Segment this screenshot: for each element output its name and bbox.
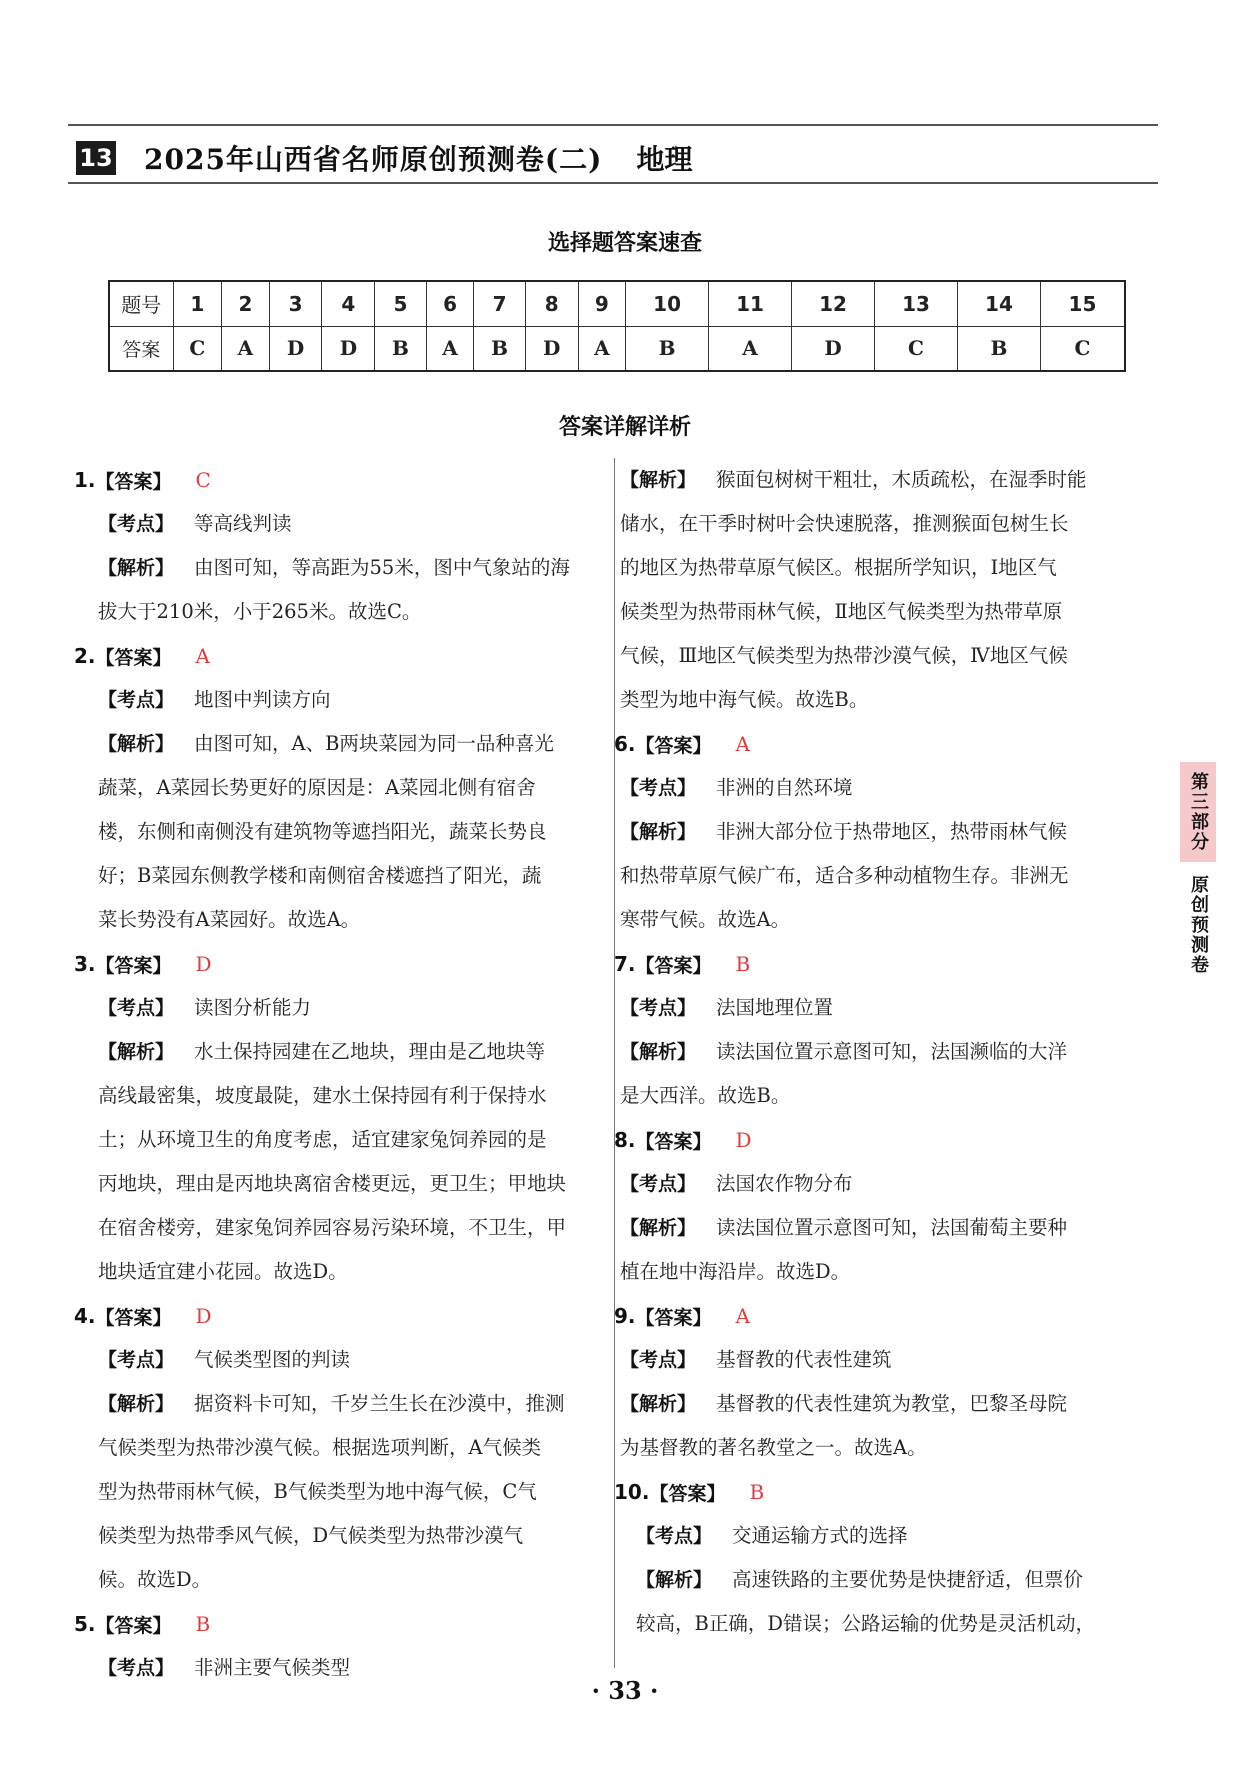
table-cell: 10: [626, 281, 709, 326]
analysis-text: 候类型为热带季风气候，D气候类型为热带沙漠气: [98, 1524, 524, 1547]
point-label: 【考点】: [620, 997, 697, 1019]
table-cell: D: [269, 326, 322, 371]
answer-value: D: [195, 952, 212, 976]
table-cell: C: [1040, 326, 1125, 371]
point-label: 【考点】: [620, 1349, 697, 1371]
table-cell: 12: [792, 281, 875, 326]
analysis-text: 的地区为热带草原气候区。根据所学知识，Ⅰ地区气: [620, 556, 1057, 579]
analysis-text: 在宿舍楼旁，建家兔饲养园容易污染环境，不卫生，甲: [98, 1216, 567, 1239]
question-6-point: [620, 766, 1160, 810]
table-cell: A: [578, 326, 626, 371]
analysis-label: 【解析】: [620, 469, 697, 491]
analysis-label: 【解析】: [620, 1393, 697, 1415]
analysis-text: 候。故选D。: [98, 1568, 212, 1591]
question-10-analysis: [620, 1558, 1160, 1602]
analysis-text: 气候，Ⅲ地区气候类型为热带沙漠气候，Ⅳ地区气候: [620, 644, 1068, 667]
table-cell: B: [474, 326, 526, 371]
analysis-text: 猴面包树树干粗壮，木质疏松，在湿季时能: [716, 468, 1087, 491]
analysis-text: 由图可知，等高距为55米，图中气象站的海: [194, 556, 570, 579]
question-7-analysis: [620, 1030, 1160, 1074]
answer-row: [109, 326, 1125, 371]
analysis-text: 读法国位置示意图可知，法国濒临的大洋: [716, 1040, 1068, 1063]
table-cell: 4: [322, 281, 375, 326]
analysis-text: 寒带气候。故选A。: [620, 908, 791, 931]
question-number: 7.: [614, 952, 636, 976]
question-10-answer: [614, 1470, 1160, 1514]
question-number: 6.: [614, 732, 636, 756]
question-8-analysis: [620, 1206, 1160, 1250]
analysis-text: 候类型为热带雨林气候，Ⅱ地区气候类型为热带草原: [620, 600, 1063, 623]
point-label: 【考点】: [620, 777, 697, 799]
answer-value: A: [735, 732, 750, 756]
table-cell: A: [222, 326, 270, 371]
analysis-label: 【解析】: [620, 821, 697, 843]
question-7-answer: [614, 942, 1160, 986]
table-cell: 1: [173, 281, 222, 326]
analysis-text: 丙地块，理由是丙地块离宿舍楼更远，更卫生；甲地块: [98, 1172, 567, 1195]
point-text: 基督教的代表性建筑: [716, 1348, 892, 1371]
answer-label: 【答案】: [635, 1306, 712, 1329]
question-6-analysis: [620, 810, 1160, 854]
question-number: 10.: [614, 1480, 650, 1504]
table-cell: C: [875, 326, 958, 371]
table-cell: D: [792, 326, 875, 371]
analysis-label: 【解析】: [620, 1217, 697, 1239]
question-8-answer: [614, 1118, 1160, 1162]
answer-label: 【答案】: [95, 954, 172, 977]
analysis-label: 【解析】: [620, 1041, 697, 1063]
analysis-text: 据资料卡可知，千岁兰生长在沙漠中，推测: [194, 1392, 565, 1415]
point-text: 非洲的自然环境: [716, 776, 853, 799]
table-cell: 5: [375, 281, 427, 326]
question-number: 2.: [74, 644, 96, 668]
analysis-text: 型为热带雨林气候，B气候类型为地中海气候，C气: [98, 1480, 537, 1503]
row-label-answer: 答案: [109, 326, 173, 371]
table-cell: 8: [525, 281, 578, 326]
left-column: [74, 458, 609, 1690]
table-cell: A: [426, 326, 474, 371]
point-text: 交通运输方式的选择: [732, 1524, 908, 1547]
answer-label: 【答案】: [95, 646, 172, 669]
question-4-analysis: [74, 1382, 609, 1426]
answer-value: B: [735, 952, 751, 976]
question-number-row: [109, 281, 1125, 326]
table-cell: 15: [1040, 281, 1125, 326]
analysis-text: 地块适宜建小花园。故选D。: [98, 1260, 348, 1283]
question-4-point: [74, 1338, 609, 1382]
answer-value: A: [735, 1304, 750, 1328]
question-number: 5.: [74, 1612, 96, 1636]
right-column: [614, 458, 1160, 1646]
table-cell: 13: [875, 281, 958, 326]
point-label: 【考点】: [98, 1657, 175, 1679]
question-7-point: [620, 986, 1160, 1030]
question-1-answer: [74, 458, 609, 502]
quick-answers-table: [108, 280, 1126, 372]
analysis-label: 【解析】: [636, 1569, 713, 1591]
analysis-text: 土；从环境卫生的角度考虑，适宜建家兔饲养园的是: [98, 1128, 547, 1151]
table-cell: 7: [474, 281, 526, 326]
question-5-analysis: [620, 458, 1160, 502]
answer-value: C: [195, 468, 211, 492]
question-number: 3.: [74, 952, 96, 976]
answer-label: 【答案】: [635, 1130, 712, 1153]
part-tab: 第三部分: [1180, 762, 1216, 862]
section-tab: 原创预测卷: [1188, 875, 1209, 975]
answer-value: D: [195, 1304, 212, 1328]
point-label: 【考点】: [620, 1173, 697, 1195]
analysis-text: 楼，东侧和南侧没有建筑物等遮挡阳光，蔬菜长势良: [98, 820, 547, 843]
analysis-text: 读法国位置示意图可知，法国葡萄主要种: [716, 1216, 1068, 1239]
analysis-text: 高速铁路的主要优势是快捷舒适，但票价: [732, 1568, 1084, 1591]
paper-number-badge: 13: [76, 141, 116, 175]
point-text: 读图分析能力: [194, 996, 312, 1019]
point-text: 法国农作物分布: [716, 1172, 853, 1195]
point-label: 【考点】: [98, 1349, 175, 1371]
analysis-text: 植在地中海沿岸。故选D。: [620, 1260, 851, 1283]
analysis-text: 高线最密集，坡度最陡，建水土保持园有利于保持水: [98, 1084, 547, 1107]
analysis-text: 菜长势没有A菜园好。故选A。: [98, 908, 361, 931]
analysis-text: 蔬菜，A菜园长势更好的原因是：A菜园北侧有宿舍: [98, 776, 536, 799]
analysis-text: 水土保持园建在乙地块，理由是乙地块等: [194, 1040, 546, 1063]
table-cell: 3: [269, 281, 322, 326]
question-2-analysis: [74, 722, 609, 766]
analysis-label: 【解析】: [98, 1393, 175, 1415]
point-text: 气候类型图的判读: [194, 1348, 351, 1371]
paper-header: [76, 138, 692, 178]
answer-value: B: [749, 1480, 765, 1504]
question-number: 8.: [614, 1128, 636, 1152]
question-3-answer: [74, 942, 609, 986]
question-8-point: [620, 1162, 1160, 1206]
answer-value: A: [195, 644, 210, 668]
header-bottom-rule: [68, 182, 1158, 184]
question-number: 9.: [614, 1304, 636, 1328]
analysis-text: 储水，在干季时树叶会快速脱落，推测猴面包树生长: [620, 512, 1069, 535]
answer-label: 【答案】: [95, 1614, 172, 1637]
table-cell: D: [322, 326, 375, 371]
page-number: · 33 ·: [591, 1676, 659, 1705]
question-9-answer: [614, 1294, 1160, 1338]
analysis-label: 【解析】: [98, 1041, 175, 1063]
question-5-answer: [74, 1602, 609, 1646]
table-cell: 9: [578, 281, 626, 326]
answer-label: 【答案】: [95, 1306, 172, 1329]
paper-subject: 地理: [636, 143, 693, 176]
question-4-answer: [74, 1294, 609, 1338]
analysis-text: 非洲大部分位于热带地区，热带雨林气候: [716, 820, 1068, 843]
point-text: 法国地理位置: [716, 996, 834, 1019]
analysis-text: 由图可知，A、B两块菜园为同一品种喜光: [194, 732, 554, 755]
question-number: 1.: [74, 468, 96, 492]
table-cell: C: [173, 326, 222, 371]
analysis-text: 为基督教的著名教堂之一。故选A。: [620, 1436, 927, 1459]
analysis-text: 是大西洋。故选B。: [620, 1084, 791, 1107]
paper-title: 2025年山西省名师原创预测卷(二): [144, 143, 603, 176]
point-text: 地图中判读方向: [194, 688, 331, 711]
analysis-text: 基督教的代表性建筑为教堂，巴黎圣母院: [716, 1392, 1068, 1415]
analysis-label: 【解析】: [98, 733, 175, 755]
table-cell: B: [957, 326, 1040, 371]
point-label: 【考点】: [98, 997, 175, 1019]
answer-label: 【答案】: [635, 734, 712, 757]
analysis-text: 和热带草原气候广布，适合多种动植物生存。非洲无: [620, 864, 1069, 887]
table-cell: A: [709, 326, 792, 371]
table-cell: B: [626, 326, 709, 371]
table-cell: B: [375, 326, 427, 371]
analysis-label: 【解析】: [98, 557, 175, 579]
question-9-point: [620, 1338, 1160, 1382]
question-6-answer: [614, 722, 1160, 766]
row-label-number: 题号: [109, 281, 173, 326]
question-3-point: [74, 986, 609, 1030]
answer-label: 【答案】: [95, 470, 172, 493]
point-text: 等高线判读: [194, 512, 292, 535]
analysis-text: 好；B菜园东侧教学楼和南侧宿舍楼遮挡了阳光，蔬: [98, 864, 542, 887]
details-title: 答案详解详析: [558, 415, 691, 440]
answer-label: 【答案】: [649, 1482, 726, 1505]
header-top-rule: [68, 124, 1158, 126]
question-9-analysis: [620, 1382, 1160, 1426]
point-label: 【考点】: [98, 689, 175, 711]
question-10-point: [620, 1514, 1160, 1558]
table-cell: 2: [222, 281, 270, 326]
table-cell: 11: [709, 281, 792, 326]
answer-value: B: [195, 1612, 211, 1636]
question-1-point: [74, 502, 609, 546]
point-label: 【考点】: [98, 513, 175, 535]
analysis-text: 气候类型为热带沙漠气候。根据选项判断，A气候类: [98, 1436, 542, 1459]
question-number: 4.: [74, 1304, 96, 1328]
quick-answers-title: 选择题答案速查: [547, 231, 702, 256]
analysis-text: 较高，B正确，D错误；公路运输的优势是灵活机动，: [636, 1612, 1095, 1635]
analysis-text: 类型为地中海气候。故选B。: [620, 688, 869, 711]
table-cell: 14: [957, 281, 1040, 326]
point-text: 非洲主要气候类型: [194, 1656, 351, 1679]
table-cell: 6: [426, 281, 474, 326]
question-2-point: [74, 678, 609, 722]
question-1-analysis: [74, 546, 609, 590]
answer-value: D: [735, 1128, 752, 1152]
question-2-answer: [74, 634, 609, 678]
point-label: 【考点】: [636, 1525, 713, 1547]
question-3-analysis: [74, 1030, 609, 1074]
table-cell: D: [525, 326, 578, 371]
analysis-text: 拔大于210米，小于265米。故选C。: [98, 600, 422, 623]
answer-label: 【答案】: [635, 954, 712, 977]
